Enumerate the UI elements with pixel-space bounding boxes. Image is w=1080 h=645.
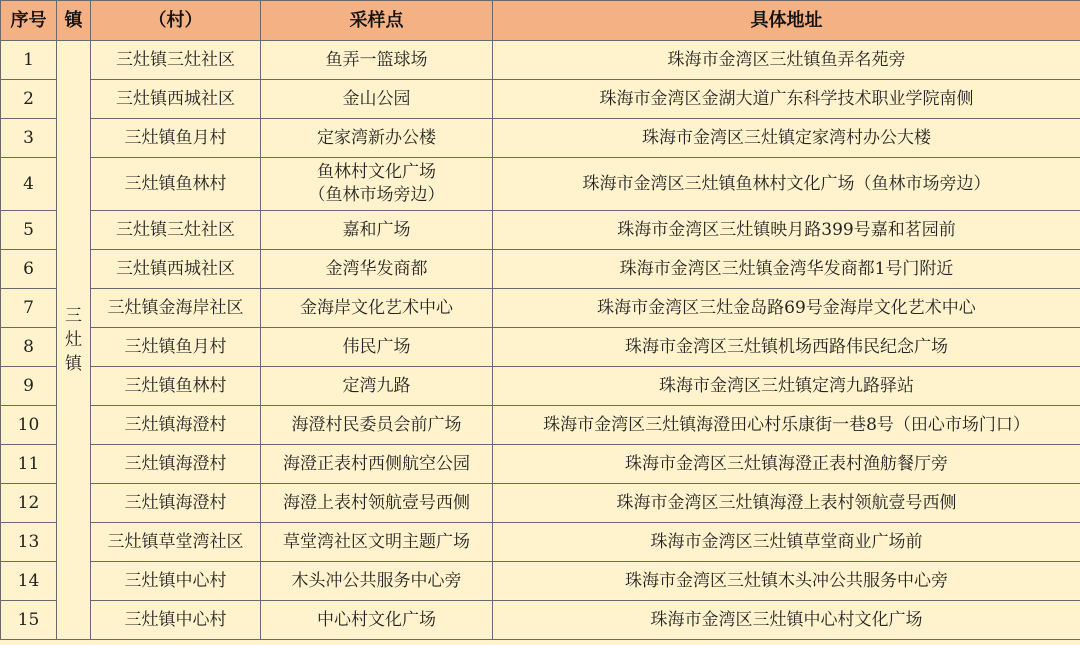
row-site-line1: 鱼林村文化广场 — [317, 162, 436, 182]
row-site: 海澄村民委员会前广场 — [261, 406, 493, 445]
row-index: 3 — [1, 119, 57, 158]
row-site: 海澄正表村西侧航空公园 — [261, 445, 493, 484]
row-site: 伟民广场 — [261, 328, 493, 367]
town-cell — [57, 41, 91, 640]
row-address: 珠海市金湾区三灶镇定家湾村办公大楼 — [493, 119, 1080, 158]
row-village: 三灶镇鱼林村 — [91, 367, 261, 406]
row-site: 鱼弄一篮球场 — [261, 41, 493, 80]
header-site: 采样点 — [261, 1, 493, 41]
row-site: 金湾华发商都 — [261, 250, 493, 289]
row-site: 金山公园 — [261, 80, 493, 119]
row-site: 定家湾新办公楼 — [261, 119, 493, 158]
header-row — [1, 1, 1080, 41]
row-index: 2 — [1, 80, 57, 119]
row-address: 珠海市金湾区金湖大道广东科学技术职业学院南侧 — [493, 80, 1080, 119]
row-index: 5 — [1, 211, 57, 250]
row-index: 6 — [1, 250, 57, 289]
row-site: 海澄上表村领航壹号西侧 — [261, 484, 493, 523]
row-village: 三灶镇西城社区 — [91, 80, 261, 119]
header-address: 具体地址 — [493, 1, 1080, 41]
row-village: 三灶镇西城社区 — [91, 250, 261, 289]
row-site: 草堂湾社区文明主题广场 — [261, 523, 493, 562]
row-site: 中心村文化广场 — [261, 601, 493, 640]
row-site-line2: （鱼林市场旁边） — [308, 185, 445, 205]
table-row — [1, 211, 1080, 250]
row-site — [261, 158, 493, 211]
table-row — [1, 484, 1080, 523]
row-address: 珠海市金湾区三灶镇海澄正表村渔舫餐厅旁 — [493, 445, 1080, 484]
row-village: 三灶镇三灶社区 — [91, 41, 261, 80]
table-row — [1, 328, 1080, 367]
table-row — [1, 119, 1080, 158]
row-address: 珠海市金湾区三灶镇金湾华发商都1号门附近 — [493, 250, 1080, 289]
row-village: 三灶镇中心村 — [91, 601, 261, 640]
row-village: 三灶镇金海岸社区 — [91, 289, 261, 328]
row-index: 8 — [1, 328, 57, 367]
row-address: 珠海市金湾区三灶镇中心村文化广场 — [493, 601, 1080, 640]
row-index: 1 — [1, 41, 57, 80]
table-row — [1, 523, 1080, 562]
table-row — [1, 406, 1080, 445]
row-village: 三灶镇三灶社区 — [91, 211, 261, 250]
row-index: 10 — [1, 406, 57, 445]
row-index: 4 — [1, 158, 57, 211]
row-address: 珠海市金湾区三灶镇海澄田心村乐康街一巷8号（田心市场门口） — [493, 406, 1080, 445]
row-village: 三灶镇中心村 — [91, 562, 261, 601]
row-index: 12 — [1, 484, 57, 523]
header-index: 序号 — [1, 1, 57, 41]
row-index: 15 — [1, 601, 57, 640]
table-row — [1, 601, 1080, 640]
row-index: 14 — [1, 562, 57, 601]
row-index: 13 — [1, 523, 57, 562]
header-village: （村） — [91, 1, 261, 41]
row-address: 珠海市金湾区三灶镇海澄上表村领航壹号西侧 — [493, 484, 1080, 523]
row-site: 金海岸文化艺术中心 — [261, 289, 493, 328]
row-address: 珠海市金湾区三灶镇机场西路伟民纪念广场 — [493, 328, 1080, 367]
row-address: 珠海市金湾区三灶镇草堂商业广场前 — [493, 523, 1080, 562]
row-address: 珠海市金湾区三灶镇鱼林村文化广场（鱼林市场旁边） — [493, 158, 1080, 211]
table-row — [1, 41, 1080, 80]
row-index: 9 — [1, 367, 57, 406]
header-town: 镇 — [57, 1, 91, 41]
row-address: 珠海市金湾区三灶镇定湾九路驿站 — [493, 367, 1080, 406]
row-site: 定湾九路 — [261, 367, 493, 406]
table-row — [1, 158, 1080, 211]
row-index: 7 — [1, 289, 57, 328]
table-row — [1, 80, 1080, 119]
row-village: 三灶镇草堂湾社区 — [91, 523, 261, 562]
table-row — [1, 367, 1080, 406]
row-address: 珠海市金湾区三灶金岛路69号金海岸文化艺术中心 — [493, 289, 1080, 328]
town-name: 三灶镇 — [65, 306, 82, 374]
table-row — [1, 289, 1080, 328]
table-row — [1, 250, 1080, 289]
table-row — [1, 562, 1080, 601]
row-site: 木头冲公共服务中心旁 — [261, 562, 493, 601]
row-village: 三灶镇海澄村 — [91, 445, 261, 484]
row-address: 珠海市金湾区三灶镇木头冲公共服务中心旁 — [493, 562, 1080, 601]
row-address: 珠海市金湾区三灶镇鱼弄名苑旁 — [493, 41, 1080, 80]
row-village: 三灶镇海澄村 — [91, 406, 261, 445]
table-row — [1, 445, 1080, 484]
row-village: 三灶镇鱼林村 — [91, 158, 261, 211]
row-village: 三灶镇海澄村 — [91, 484, 261, 523]
row-village: 三灶镇鱼月村 — [91, 328, 261, 367]
row-village: 三灶镇鱼月村 — [91, 119, 261, 158]
row-address: 珠海市金湾区三灶镇映月路399号嘉和茗园前 — [493, 211, 1080, 250]
row-index: 11 — [1, 445, 57, 484]
row-site: 嘉和广场 — [261, 211, 493, 250]
